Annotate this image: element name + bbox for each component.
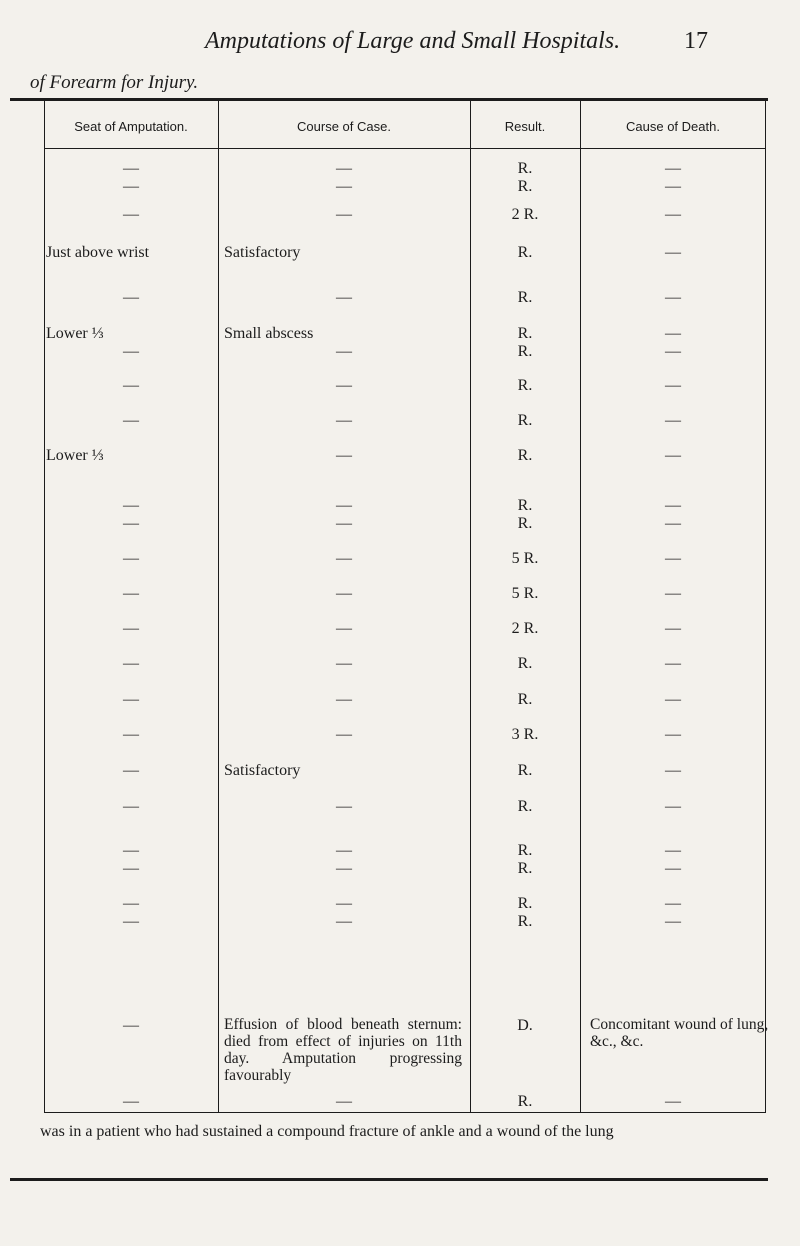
- table-row: [44, 376, 766, 396]
- cell-cause: —: [665, 377, 681, 394]
- cell-result: R.: [517, 798, 533, 815]
- running-title: Amputations of Large and Small Hospitals.: [205, 28, 621, 54]
- cell-result: R.: [517, 762, 533, 779]
- cell-course: —: [336, 860, 352, 877]
- table-bottom-border: [44, 1112, 766, 1113]
- cell-course: —: [336, 842, 352, 859]
- cell-cause: —: [665, 515, 681, 532]
- cell-result: R.: [517, 343, 533, 360]
- cell-seat: Lower ⅓: [46, 447, 104, 464]
- cell-course: —: [336, 412, 352, 429]
- cell-result: 5 R.: [511, 585, 539, 602]
- cell-course: —: [336, 497, 352, 514]
- table-row: [44, 159, 766, 179]
- cell-course: Small abscess: [224, 325, 314, 342]
- cell-result: R.: [517, 691, 533, 708]
- footer-text: was in a patient who had sustained a compound fracture of ankle and a wound of the lung: [40, 1123, 614, 1140]
- cell-course: —: [336, 178, 352, 195]
- note-effusion: Effusion of blood beneath sternum: died from effect of injuries on 11th day. Amputation progressing favourably: [224, 1016, 462, 1084]
- cell-result: R.: [517, 895, 533, 912]
- table-row: [44, 446, 766, 466]
- table-row: [44, 411, 766, 431]
- cell-course: Satisfactory: [224, 762, 301, 779]
- table-row: [44, 797, 766, 817]
- column-header-course: Course of Case.: [297, 119, 391, 134]
- table-row: [44, 619, 766, 639]
- cell-course: —: [336, 550, 352, 567]
- cell-course: —: [336, 343, 352, 360]
- cell-course: —: [336, 620, 352, 637]
- table-row: [44, 496, 766, 516]
- cell-result: R.: [517, 160, 533, 177]
- cell-cause: —: [665, 289, 681, 306]
- table-row: [44, 205, 766, 225]
- table-row: [44, 912, 766, 932]
- cell-seat: —: [123, 585, 139, 602]
- note-concomitant: Concomitant wound of lung, &c., &c.: [590, 1016, 769, 1050]
- cell-seat: —: [123, 1093, 139, 1110]
- cell-course: —: [336, 1093, 352, 1110]
- column-header-result: Result.: [504, 119, 546, 134]
- cell-cause: —: [665, 860, 681, 877]
- cell-result: R.: [517, 655, 533, 672]
- cell-seat: —: [123, 691, 139, 708]
- cell-result: R.: [517, 412, 533, 429]
- table-row: [44, 761, 766, 781]
- cell-result: 3 R.: [511, 726, 539, 743]
- cell-seat: —: [123, 412, 139, 429]
- cell-cause: —: [665, 913, 681, 930]
- cell-cause: —: [665, 497, 681, 514]
- cell-result: 5 R.: [511, 550, 539, 567]
- column-header-seat: Seat of Amputation.: [74, 119, 188, 134]
- cell-cause: —: [665, 798, 681, 815]
- cell-cause: —: [665, 726, 681, 743]
- cell-course: —: [336, 447, 352, 464]
- cell-course: —: [336, 895, 352, 912]
- cell-seat: Just above wrist: [46, 244, 150, 261]
- table-row: [44, 690, 766, 710]
- cell-cause: —: [665, 585, 681, 602]
- page-number: 17: [684, 28, 708, 54]
- table-row: [44, 549, 766, 569]
- cell-seat: —: [123, 895, 139, 912]
- cell-cause: —: [665, 842, 681, 859]
- cell-result: R.: [517, 1093, 533, 1110]
- cell-seat: —: [123, 842, 139, 859]
- cell-result: R.: [517, 325, 533, 342]
- cell-result: R.: [517, 515, 533, 532]
- cell-seat: —: [123, 206, 139, 223]
- cell-cause: —: [665, 343, 681, 360]
- cell-seat: —: [123, 515, 139, 532]
- table-row: [44, 342, 766, 362]
- cell-seat: —: [123, 160, 139, 177]
- cell-cause: —: [665, 762, 681, 779]
- cell-course: —: [336, 726, 352, 743]
- table-row: [44, 859, 766, 879]
- cell-cause: —: [665, 244, 681, 261]
- cell-seat: —: [123, 762, 139, 779]
- cell-seat: —: [123, 860, 139, 877]
- table-row: [44, 725, 766, 745]
- cell-result: R.: [517, 244, 533, 261]
- cell-cause: —: [665, 325, 681, 342]
- cell-seat: —: [123, 1017, 139, 1034]
- cell-result: R.: [517, 842, 533, 859]
- cell-cause: —: [665, 620, 681, 637]
- cell-result: R.: [517, 289, 533, 306]
- cell-course: Satisfactory: [224, 244, 301, 261]
- cell-seat: —: [123, 620, 139, 637]
- cell-course: —: [336, 515, 352, 532]
- cell-course: —: [336, 691, 352, 708]
- amputation-table: [44, 101, 769, 1113]
- cell-seat: —: [123, 178, 139, 195]
- table-row: [44, 177, 766, 197]
- cell-cause: —: [665, 691, 681, 708]
- column-header-cause: Cause of Death.: [626, 119, 720, 134]
- cell-course: —: [336, 585, 352, 602]
- table-row: [44, 243, 766, 263]
- cell-cause: —: [665, 447, 681, 464]
- cell-seat: Lower ⅓: [46, 325, 104, 342]
- cell-course: —: [336, 655, 352, 672]
- cell-course: —: [336, 798, 352, 815]
- cell-seat: —: [123, 655, 139, 672]
- cell-course: —: [336, 913, 352, 930]
- cell-seat: —: [123, 377, 139, 394]
- table-row: [44, 654, 766, 674]
- cell-course: —: [336, 289, 352, 306]
- cell-result: R.: [517, 447, 533, 464]
- cell-course: —: [336, 206, 352, 223]
- table-row: [44, 894, 766, 914]
- bottom-rule: [10, 1178, 768, 1181]
- cell-cause: —: [665, 206, 681, 223]
- cell-course: —: [336, 377, 352, 394]
- cell-cause: —: [665, 1093, 681, 1110]
- table-row: [44, 324, 766, 344]
- cell-result: R.: [517, 497, 533, 514]
- cell-result: R.: [517, 377, 533, 394]
- cell-result: R.: [517, 860, 533, 877]
- cell-course: —: [336, 160, 352, 177]
- table-subheading: of Forearm for Injury.: [30, 72, 199, 93]
- cell-seat: —: [123, 798, 139, 815]
- cell-cause: —: [665, 550, 681, 567]
- cell-seat: —: [123, 726, 139, 743]
- header-divider: [44, 148, 766, 149]
- cell-result: 2 R.: [511, 206, 539, 223]
- cell-result: 2 R.: [511, 620, 539, 637]
- cell-seat: —: [123, 289, 139, 306]
- table-row: [44, 841, 766, 861]
- table-row: [44, 1092, 766, 1112]
- cell-cause: —: [665, 895, 681, 912]
- cell-cause: —: [665, 412, 681, 429]
- cell-cause: —: [665, 160, 681, 177]
- table-row: [44, 288, 766, 308]
- table-row: [44, 514, 766, 534]
- cell-cause: —: [665, 178, 681, 195]
- cell-seat: —: [123, 550, 139, 567]
- cell-result: R.: [517, 178, 533, 195]
- cell-cause: —: [665, 655, 681, 672]
- cell-seat: —: [123, 343, 139, 360]
- table-row: [44, 584, 766, 604]
- page-header: [0, 18, 800, 58]
- cell-result: R.: [517, 913, 533, 930]
- cell-result: D.: [517, 1017, 533, 1034]
- cell-seat: —: [123, 913, 139, 930]
- cell-seat: —: [123, 497, 139, 514]
